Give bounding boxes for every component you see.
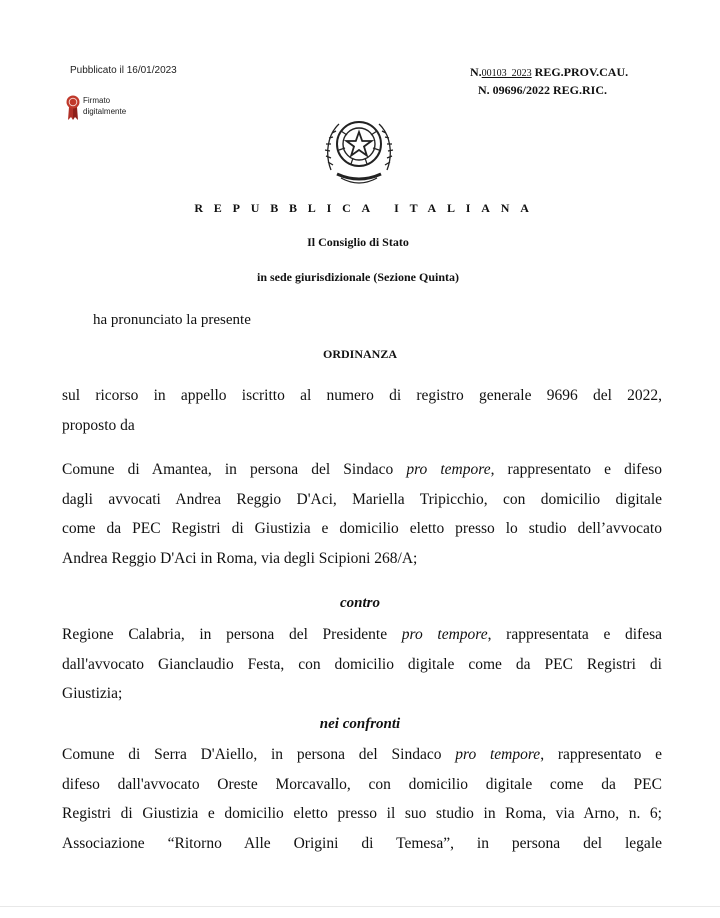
reg-prov-cau	[470, 64, 628, 82]
italic-span: pro tempore	[455, 746, 541, 763]
text-line: Associazione “Ritorno Alle Origini di Temesa”, in persona del legale	[62, 834, 662, 852]
paragraph-respondent	[62, 620, 662, 709]
paragraph-appellant	[62, 455, 662, 573]
document-type-title: ORDINANZA	[322, 347, 397, 361]
text-line: come da PEC Registri di Giustizia e domicilio eletto presso lo studio dell’avvocato	[62, 520, 662, 537]
text-line: Registri di Giustizia e domicilio eletto presso il suo studio in Roma, via Arno, n. 6;	[62, 805, 662, 822]
published-date: Pubblicato il 16/01/2023	[70, 65, 177, 76]
court-name: Il Consiglio di Stato	[307, 235, 409, 249]
pronounced-line: ha pronunciato la presente	[93, 312, 251, 328]
registry-numbers	[470, 64, 628, 98]
text-line: difeso dall'avvocato Oreste Morcavallo, con domicilio digitale come da PEC	[62, 775, 662, 793]
text-span: , rappresentato e	[540, 746, 662, 763]
text-span: Comune di Serra D'Aiello, in persona del Sindaco	[62, 746, 456, 763]
text-line: Giustizia;	[62, 685, 123, 702]
signature-label	[83, 95, 126, 117]
signature-label-line2: digitalmente	[83, 107, 127, 116]
italic-span: pro tempore	[406, 461, 491, 478]
text-line	[62, 740, 662, 770]
court-section: in sede giurisdizionale (Sezione Quinta)	[256, 270, 459, 284]
digital-signature-badge	[66, 95, 126, 121]
republic-heading: REPUBBLICA ITALIANA	[194, 201, 540, 215]
text-line: sul ricorso in appello iscritto al numero di registro generale 9696 del 2022,	[62, 387, 662, 404]
text-line: dall'avvocato Gianclaudio Festa, con domicilio digitale come da PEC Registri di	[62, 655, 662, 673]
digital-signature-seal-icon	[66, 95, 80, 121]
text-line: Andrea Reggio D'Aci in Roma, via degli Scipioni 268/A;	[62, 549, 418, 567]
reg-prov-suffix: REG.PROV.CAU.	[531, 65, 629, 79]
text-line	[62, 620, 662, 650]
section-heading-contro: contro	[339, 595, 380, 611]
text-line: proposto da	[62, 416, 135, 434]
signature-label-line1: Firmato	[83, 96, 111, 105]
paragraph-appeal	[62, 381, 662, 440]
reg-prov-prefix: N.	[470, 65, 482, 79]
text-span: , rappresentato e difeso	[490, 461, 662, 478]
paragraph-other-parties	[62, 740, 662, 858]
text-span: Comune di Amantea, in persona del Sindaco	[62, 461, 407, 478]
text-line: dagli avvocati Andrea Reggio D'Aci, Mariella Tripicchio, con domicilio digitale	[62, 490, 662, 508]
italian-republic-emblem	[321, 110, 397, 190]
reg-prov-number: 00103_2023	[481, 68, 532, 79]
reg-ric: N. 09696/2022 REG.RIC.	[478, 83, 608, 97]
text-span: Regione Calabria, in persona del Presidente	[62, 626, 402, 643]
text-span: , rappresentata e difesa	[487, 626, 662, 643]
page-bottom-divider	[0, 906, 720, 907]
text-line	[62, 455, 662, 485]
italic-span: pro tempore	[401, 626, 488, 643]
section-heading-nei-confronti: nei confronti	[319, 716, 401, 732]
